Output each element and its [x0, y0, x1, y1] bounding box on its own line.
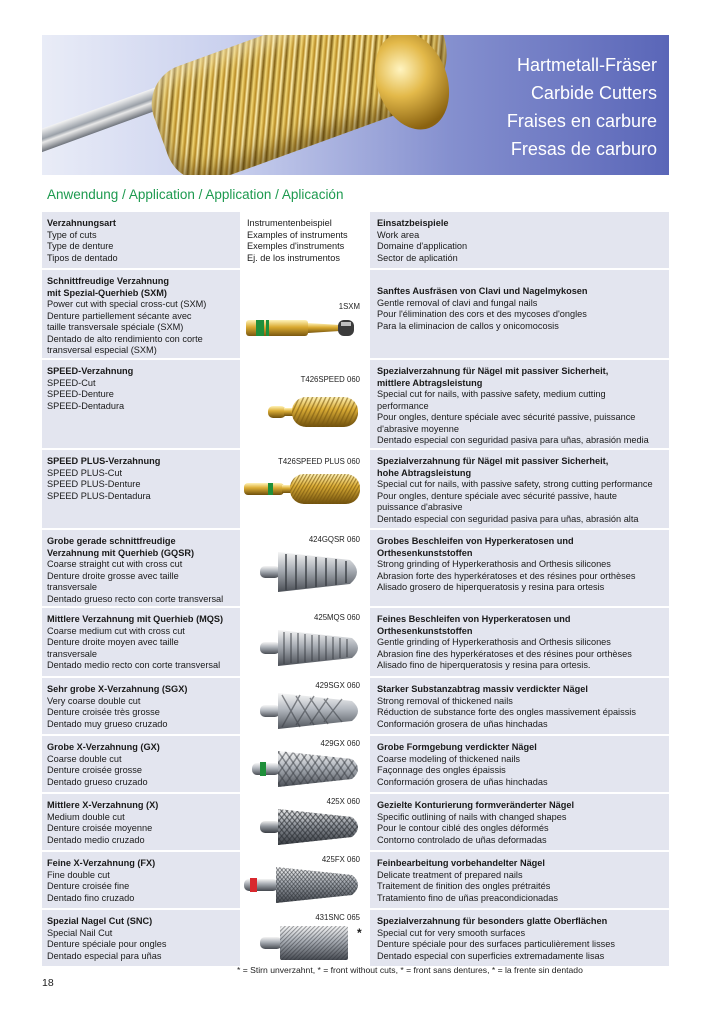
cutter-tip-image	[362, 35, 462, 140]
table-row: Feine X-Verzahnung (FX) Fine double cut Denture croisée fine Dentado fino cruzado 425FX 060 Feinbearbeitung vorbehandelter Nägel Delicate treatment of prepared nails Traitement de finition des ongles prétraités Tratamiento fino de uñas preacondicionadas	[42, 852, 669, 908]
header-instrument-example: Instrumentenbeispiel Examples of instruments Exemples d'instruments Ej. de los instrumentos	[240, 212, 370, 268]
header-cut-type: Verzahnungsart Type of cuts Type de denture Tipos de dentado	[47, 218, 118, 263]
instrument-example	[240, 360, 370, 448]
instrument-example	[240, 608, 370, 676]
cutter-sxm-image	[244, 306, 366, 350]
instrument-code: 429GX 060	[320, 739, 360, 748]
instrument-code: T426SPEED PLUS 060	[278, 457, 360, 466]
table-header-row	[42, 212, 669, 268]
header-work-area: Einsatzbeispiele Work area Domaine d'application Sector de aplicatión	[377, 218, 468, 263]
title-es: Fresas de carburo	[510, 139, 657, 159]
cutter-gqsr-image	[260, 544, 366, 602]
table-row: SPEED PLUS-Verzahnung SPEED PLUS-Cut SPEED PLUS-Denture SPEED PLUS-Dentadura T426SPEED PLUS 060 Spezialverzahnung für Nägel mit passiver Sicherheit, hohe Abtragsleistung Special cut for nails, with passive safety, strong cutting performance Pour ongles, denture spéciale avec sécurité passive, haute puissance d'abrasive Dentado especial con seguridad pasiva para uñas, abrasión alta	[42, 450, 669, 528]
cutter-sgx-image	[260, 689, 366, 733]
cutter-mqs-image	[260, 624, 366, 672]
instrument-example	[240, 678, 370, 734]
instrument-example	[240, 270, 370, 358]
instrument-code: 431SNC 065	[315, 913, 360, 922]
instrument-code: 429SGX 060	[315, 681, 360, 690]
instrument-code: 425MQS 060	[314, 613, 360, 622]
table-row: Grobe gerade schnittfreudige Verzahnung mit Querhieb (GQSR) Coarse straight cut with cross cut Denture droite grosse avec taille transversale Dentado grueso recto con corte transversal 424GQSR 060 Grobes Beschleifen von Hyperkeratosen und Orthesenkunststoffen Strong grinding of Hyperkerathosis and Orthesis silicones Abrasion forte des hyperkératoses et des résines pour orthèses Alisado grosero de hiperqueratosis y resina para ortesis	[42, 530, 669, 606]
table-row: Grobe X-Verzahnung (GX) Coarse double cut Denture croisée grosse Dentado grueso cruzado 429GX 060 Grobe Formgebung verdickter Nägel Coarse modeling of thickened nails Façonnage des ongles épaissis Conformación grosera de uñas hinchadas	[42, 736, 669, 792]
instrument-example	[240, 910, 370, 966]
instrument-example	[240, 450, 370, 528]
title-en: Carbide Cutters	[530, 83, 657, 103]
instrument-example	[240, 794, 370, 850]
front-without-cuts-asterisk: *	[357, 926, 362, 940]
header-banner	[42, 35, 669, 175]
table-row: Mittlere X-Verzahnung (X) Medium double cut Denture croisée moyenne Dentado medio cruzado 425X 060 Gezielte Konturierung formveränderter Nägel Specific outlining of nails with changed shapes Pour le contour ciblé des ongles déformés Contorno controlado de uñas deformadas	[42, 794, 669, 850]
section-title: Anwendung / Application / Application / Aplicación	[47, 187, 344, 202]
cutter-speed-image	[268, 387, 366, 437]
table-row: Schnittfreudige Verzahnung mit Spezial-Querhieb (SXM) Power cut with special cross-cut (SXM) Denture partiellement sécante avec taille transversale spéciale (SXM) Dentado de alto rendimiento con corte transversal especial (SXM) 1SXM Sanftes Ausfräsen von Clavi und Nagelmykosen Gentle removal of clavi and fungal nails Pour l'élimination des cors et des mycoses d'ongles Para la eliminacion de callos y onicomocosis	[42, 270, 669, 358]
instrument-example	[240, 530, 370, 606]
cutter-fx-image	[244, 863, 366, 907]
instrument-code: T426SPEED 060	[300, 375, 360, 384]
instrument-code: 1SXM	[338, 302, 360, 311]
banner-titles	[507, 51, 657, 163]
footnote: * = Stirn unverzahnt, * = front without cuts, * = front sans dentures, * = la frente sin dentado	[237, 965, 583, 975]
cutter-gx-image	[252, 747, 366, 791]
instrument-code: 425X 060	[326, 797, 360, 806]
title-de: Hartmetall-Fräser	[516, 55, 657, 75]
instrument-code: 424GQSR 060	[308, 535, 360, 544]
instrument-example	[240, 736, 370, 792]
cutter-x-image	[260, 805, 366, 849]
cutter-speed-plus-image	[244, 468, 366, 510]
table-row: Spezial Nagel Cut (SNC) Special Nail Cut Denture spéciale pour ongles Dentado especial para uñas 431SNC 065 * Spezialverzahnung für besonders glatte Oberflächen Special cut for very smooth surfaces Denture spéciale pour des surfaces particulièrement lisses Dentado especial con superficies extremadamente lisas	[42, 910, 669, 966]
instrument-code: 425FX 060	[321, 855, 360, 864]
table-row: SPEED-Verzahnung SPEED-Cut SPEED-Denture SPEED-Dentadura T426SPEED 060 Spezialverzahnung für Nägel mit passiver Sicherheit, mittlere Abtragsleistung Special cut for nails, with passive safety, medium cutting performance Pour ongles, denture spéciale avec sécurité passive, puissance d'abrasive moyenne Dentado especial con seguridad pasiva para uñas, abrasión media	[42, 360, 669, 448]
title-fr: Fraises en carbure	[506, 111, 657, 131]
table-row: Sehr grobe X-Verzahnung (SGX) Very coarse double cut Denture croisée très grosse Dentado muy grueso cruzado 429SGX 060 Starker Substanzabtrag massiv verdickter Nägel Strong removal of thickened nails Réduction de substance forte des ongles massivement épaissis Conformación grosera de uñas hinchadas	[42, 678, 669, 734]
table-row: Mittlere Verzahnung mit Querhieb (MQS) Coarse medium cut with cross cut Denture droite moyen avec taille transversale Dentado medio recto con corte transversal 425MQS 060 Feines Beschleifen von Hyperkeratosen und Orthesenkunststoffen Gentle grinding of Hyperkerathosis and Orthesis silicones Abrasion fine des hyperkératoses et des résines pour orthèses Alisado fino de hiperqueratosis y resina para ortesis.	[42, 608, 669, 676]
instrument-example	[240, 852, 370, 908]
page-number: 18	[42, 977, 54, 989]
cutter-snc-image	[260, 921, 356, 965]
